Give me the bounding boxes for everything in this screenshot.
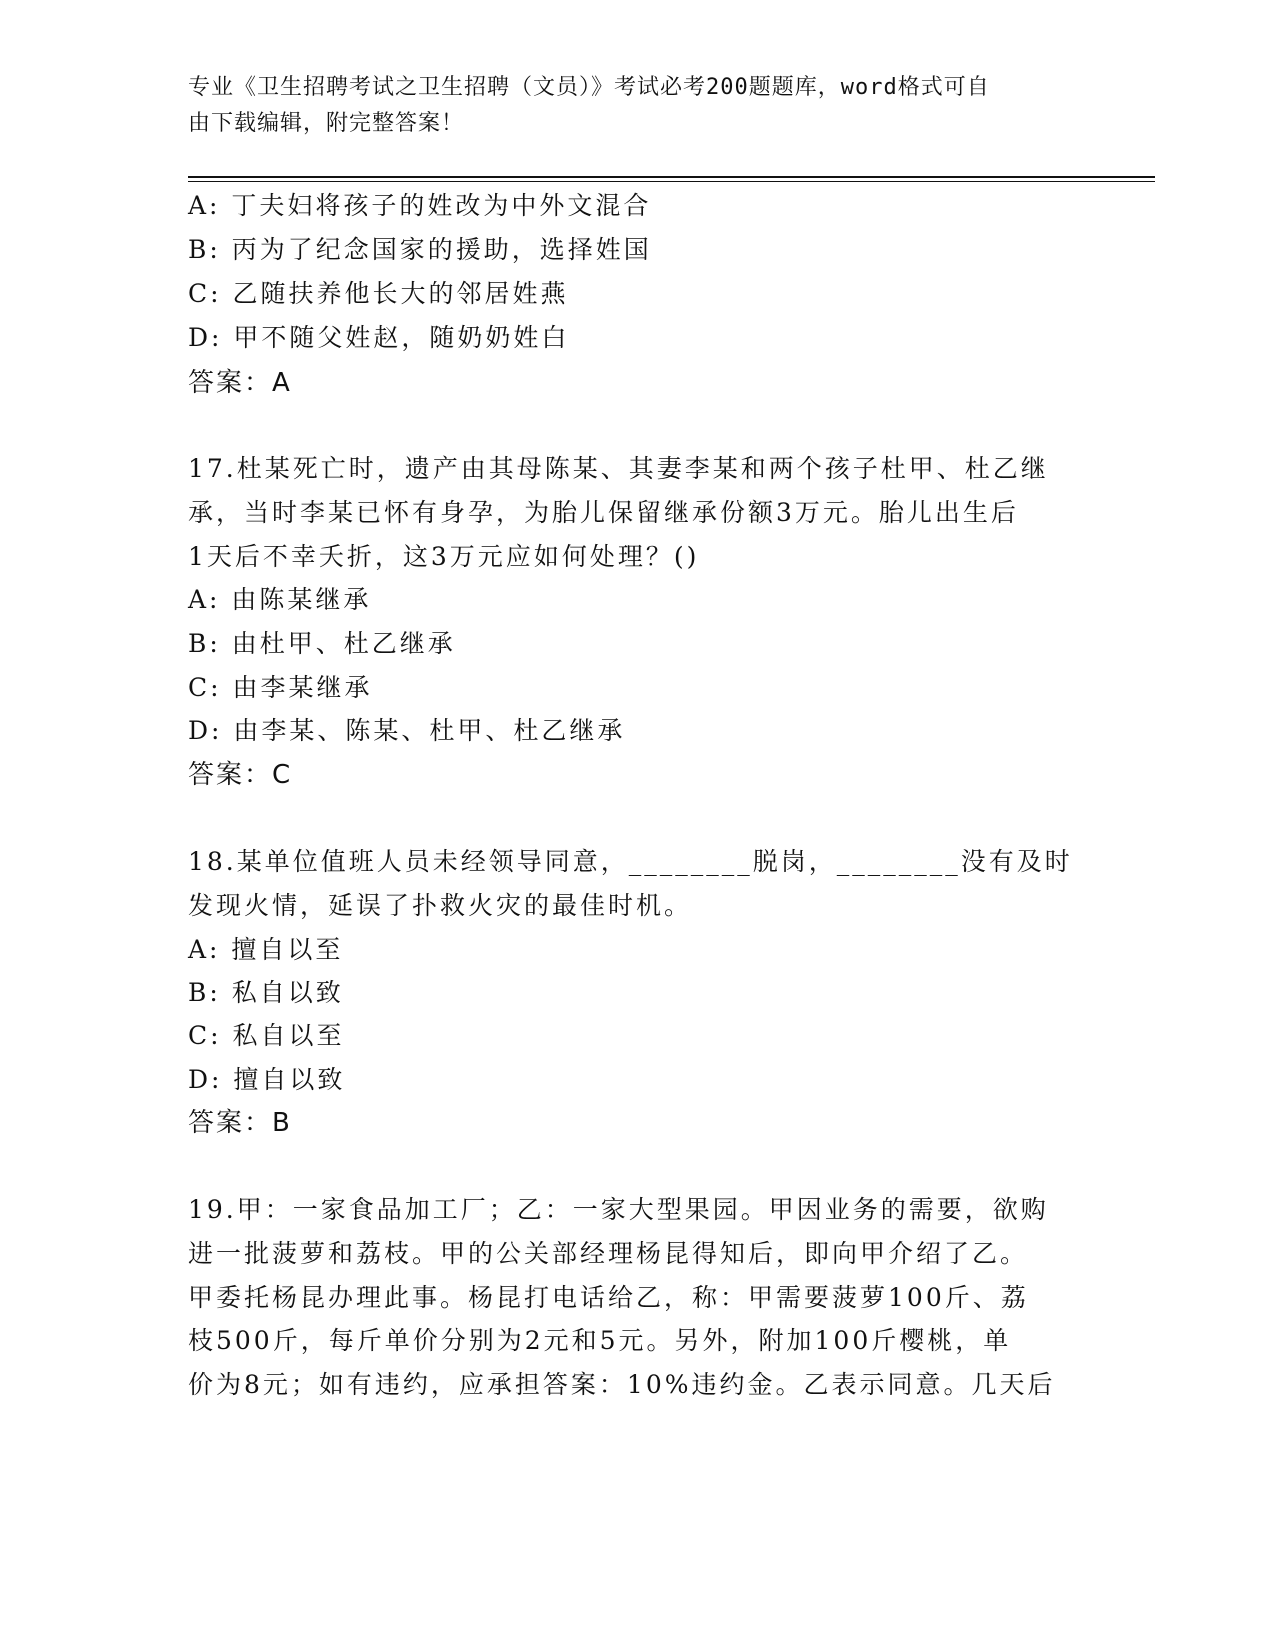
q18-option-b: B: 私自以致 (188, 978, 344, 1007)
q17-option-c: C: 由李某继承 (188, 673, 373, 702)
q18-stem-line-1: 18.某单位值班人员未经领导同意，________脱岗，________没有及时 (188, 847, 1073, 876)
q16-option-c: C: 乙随扶养他长大的邻居姓燕 (188, 279, 569, 308)
q19-stem-line-3: 甲委托杨昆办理此事。杨昆打电话给乙，称：甲需要菠萝100斤、荔 (188, 1283, 1029, 1312)
q18-option-d: D: 擅自以致 (188, 1065, 346, 1094)
q16-option-b: B: 丙为了纪念国家的援助，选择姓国 (188, 235, 652, 264)
q17-option-b: B: 由杜甲、杜乙继承 (188, 629, 456, 658)
document-header (188, 70, 1068, 142)
header-rule-thin (188, 181, 1155, 182)
header-title-line-1: 专业《卫生招聘考试之卫生招聘（文员）》考试必考200题题库，word格式可自 (188, 75, 990, 100)
header-rule-thick (188, 176, 1155, 178)
q18-answer: 答案：B (188, 1108, 292, 1138)
q18-option-a: A: 擅自以至 (188, 935, 344, 964)
q16-option-a: A: 丁夫妇将孩子的姓改为中外文混合 (188, 191, 652, 220)
q17-stem-line-2: 承，当时李某已怀有身孕，为胎儿保留继承份额3万元。胎儿出生后 (188, 498, 1019, 527)
header-title-line-2: 由下载编辑，附完整答案！ (188, 111, 465, 136)
q17-stem-line-1: 17.杜某死亡时，遗产由其母陈某、其妻李某和两个孩子杜甲、杜乙继 (188, 454, 1049, 483)
q19-stem-line-5: 价为8元；如有违约，应承担答案：10%违约金。乙表示同意。几天后 (188, 1370, 1056, 1399)
q18-stem-line-2: 发现火情，延误了扑救火灾的最佳时机。 (188, 891, 693, 920)
q18-option-c: C: 私自以至 (188, 1021, 345, 1050)
q16-answer: 答案：A (188, 368, 292, 398)
q16-option-d: D: 甲不随父姓赵，随奶奶姓白 (188, 323, 570, 352)
q19-stem-line-2: 进一批菠萝和荔枝。甲的公关部经理杨昆得知后，即向甲介绍了乙。 (188, 1239, 1029, 1268)
q19-stem-line-4: 枝500斤，每斤单价分别为2元和5元。另外，附加100斤樱桃，单 (188, 1326, 1012, 1355)
q17-stem-line-3: 1天后不幸夭折，这3万元应如何处理？() (188, 542, 700, 571)
q17-option-d: D: 由李某、陈某、杜甲、杜乙继承 (188, 716, 626, 745)
q19-stem-line-1: 19.甲：一家食品加工厂；乙：一家大型果园。甲因业务的需要，欲购 (188, 1195, 1049, 1224)
q17-option-a: A: 由陈某继承 (188, 585, 372, 614)
q17-answer: 答案：C (188, 760, 293, 790)
